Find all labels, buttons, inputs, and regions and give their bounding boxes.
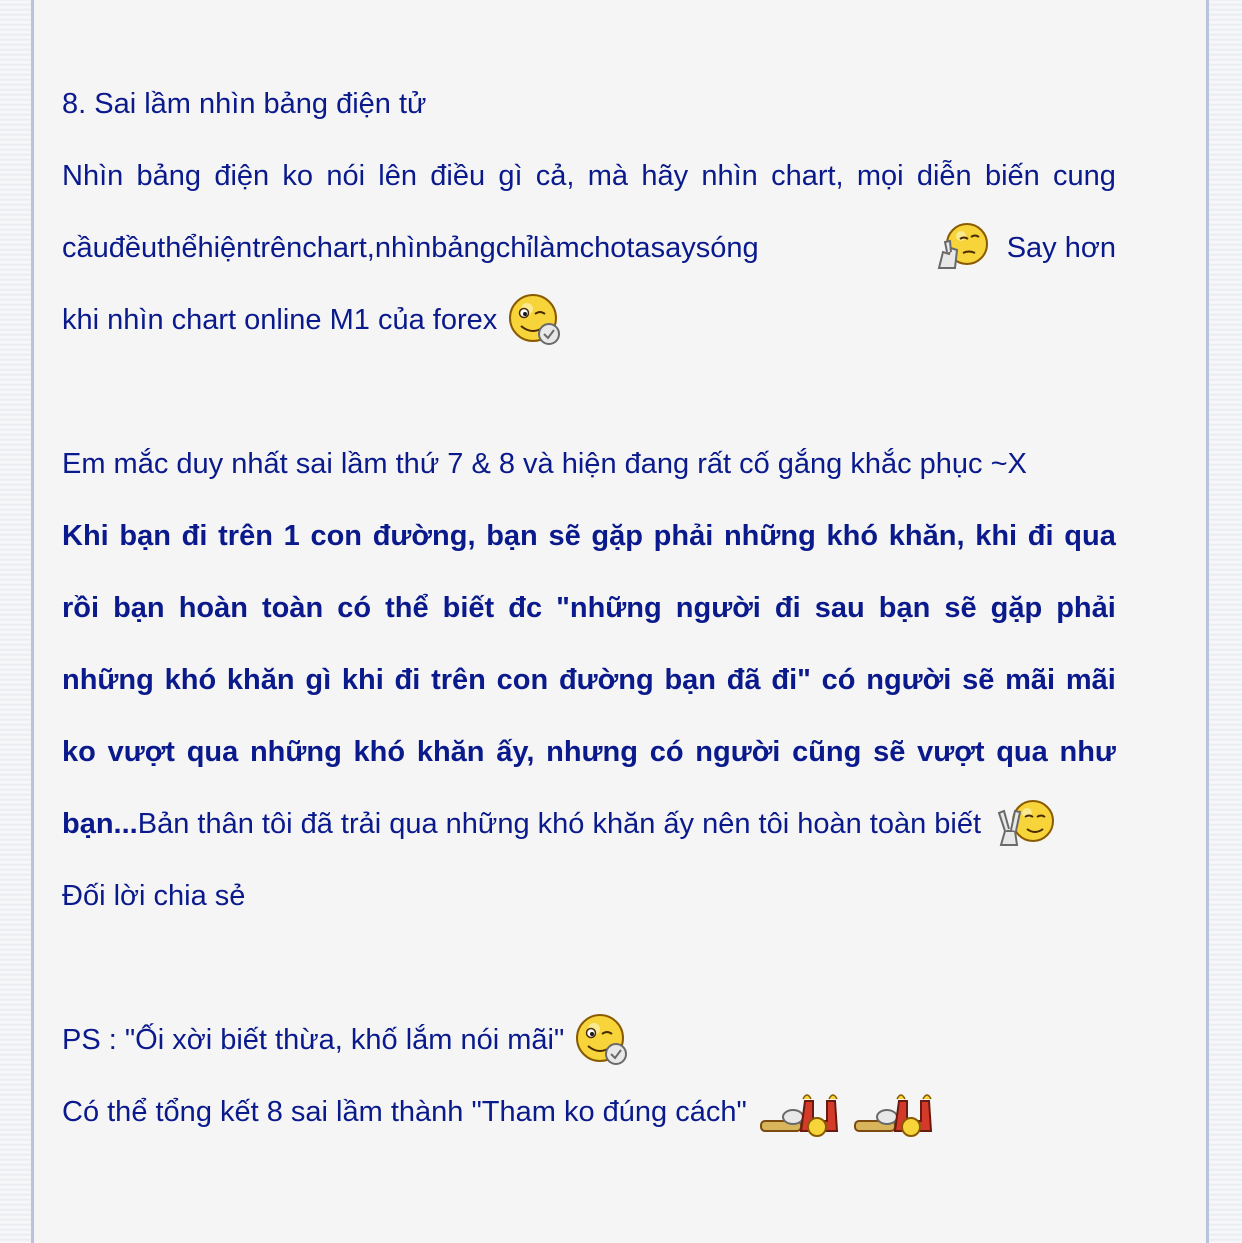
word: qua <box>186 736 239 768</box>
victory-smiley-icon <box>993 799 1057 849</box>
word: những <box>723 520 816 552</box>
word: sẽ <box>944 592 977 624</box>
para1-line3 <box>62 284 1116 356</box>
ps-text: PS : "Ối xời biết thừa, khố lắm nói mãi" <box>62 1024 565 1056</box>
word: điện <box>214 160 270 192</box>
word: làm <box>532 232 580 264</box>
word: khi <box>341 664 384 696</box>
word: sau <box>814 592 865 624</box>
word: bạn <box>486 520 538 552</box>
word: cầu <box>62 232 109 264</box>
word: bạn <box>878 592 931 624</box>
word: nhìn <box>374 232 432 264</box>
quote-line3 <box>62 644 1116 716</box>
word: khó <box>826 520 879 552</box>
word: Khi <box>62 520 109 552</box>
summary-line <box>62 1076 1116 1148</box>
word: đi <box>394 664 421 696</box>
quote-line5-bold: bạn... <box>62 808 138 840</box>
word: có <box>821 664 856 696</box>
summary-text: Có thể tổng kết 8 sai lầm thành "Tham ko đúng cách" <box>62 1096 747 1128</box>
word: nhưng <box>546 736 638 768</box>
word: sẽ <box>548 520 581 552</box>
word: cả, <box>535 160 575 192</box>
word: bạn <box>664 664 717 696</box>
word: ấy, <box>496 736 535 768</box>
word: thể <box>385 592 429 624</box>
word: điều <box>430 160 486 192</box>
word: con <box>496 664 549 696</box>
word: cũng <box>792 736 862 768</box>
word: trên <box>431 664 486 696</box>
word: nhìn <box>701 160 758 192</box>
word: những <box>62 664 154 696</box>
word: biết <box>442 592 495 624</box>
word: đi <box>1027 520 1054 552</box>
word: chart, <box>771 160 844 192</box>
word: bảng <box>431 232 496 264</box>
kowtow-icon <box>757 1087 845 1137</box>
kowtow-icon <box>851 1087 939 1137</box>
word: đều <box>108 232 158 264</box>
word: gì <box>305 664 332 696</box>
heading-text: 8. Sai lầm nhìn bảng điện tử <box>62 88 427 120</box>
word: qua <box>996 736 1048 768</box>
word: thể <box>157 232 198 264</box>
para1-line2-after: Say hơn <box>1006 232 1116 264</box>
word: chỉ <box>495 232 533 264</box>
word: vượt <box>917 736 985 768</box>
word: say <box>650 232 696 264</box>
word: trên <box>218 520 273 552</box>
word: khăn <box>226 664 295 696</box>
word: phải <box>653 520 714 552</box>
thanks-text: Đối lời chia sẻ <box>62 880 246 912</box>
word: lên <box>378 160 417 192</box>
word: 1 <box>283 520 300 552</box>
word: toàn <box>262 592 324 624</box>
word: sóng <box>695 232 759 264</box>
word: đi <box>181 520 208 552</box>
word: những <box>249 736 342 768</box>
word: ko <box>282 160 314 192</box>
word: vượt <box>107 736 175 768</box>
word: rồi <box>62 592 100 624</box>
word: bảng <box>136 160 202 192</box>
word: Nhìn <box>62 160 124 192</box>
para1-line2-words <box>62 212 915 284</box>
word: mà <box>587 160 629 192</box>
word: sẽ <box>873 736 906 768</box>
word: diễn <box>916 160 972 192</box>
word: ko <box>62 736 96 768</box>
word: khó <box>164 664 217 696</box>
word: đã <box>726 664 761 696</box>
word: qua <box>1064 520 1116 552</box>
word: người <box>695 736 781 768</box>
word: ta <box>626 232 651 264</box>
word: khó <box>353 736 406 768</box>
blinking-smiley-icon <box>574 1012 632 1068</box>
word: hãy <box>641 160 689 192</box>
word: nói <box>326 160 366 192</box>
word: khi <box>975 520 1018 552</box>
para1-line1 <box>62 140 1116 212</box>
word: mãi <box>1065 664 1116 696</box>
blinking-smiley-icon <box>507 292 565 348</box>
word: mãi <box>1005 664 1056 696</box>
word: đc <box>508 592 543 624</box>
word: hoàn <box>178 592 248 624</box>
quote-line5-rest: Bản thân tôi đã trải qua những khó khăn ấy nên tôi hoàn toàn biết <box>137 808 982 840</box>
para1-line2 <box>62 212 1116 284</box>
word: như <box>1059 736 1116 768</box>
word: phải <box>1056 592 1116 624</box>
word: cung <box>1053 160 1116 192</box>
thanks-line <box>62 860 1116 932</box>
word: trên <box>252 232 303 264</box>
word: bạn <box>119 520 171 552</box>
thinking-smiley-icon <box>933 222 991 274</box>
word: "những <box>556 592 662 624</box>
word: chart, <box>302 232 375 264</box>
word: bạn <box>113 592 165 624</box>
word: con <box>310 520 362 552</box>
word: đường, <box>372 520 476 552</box>
word: có <box>337 592 372 624</box>
quote-line1 <box>62 500 1116 572</box>
para2-text: Em mắc duy nhất sai lầm thứ 7 & 8 và hiện đang rất cố gắng khắc phục ~X <box>62 448 1027 480</box>
word: đi <box>774 592 801 624</box>
word: gì <box>498 160 523 192</box>
quote-line5 <box>62 788 1116 860</box>
word: khăn <box>416 736 485 768</box>
word: biến <box>984 160 1040 192</box>
word: người <box>866 664 952 696</box>
word: gặp <box>591 520 643 552</box>
word: hiện <box>197 232 253 264</box>
word: mọi <box>856 160 904 192</box>
word: gặp <box>990 592 1043 624</box>
word: đường <box>558 664 654 696</box>
para1-line3-text: khi nhìn chart online M1 của forex <box>62 304 498 336</box>
word: người <box>675 592 761 624</box>
word: sẽ <box>962 664 995 696</box>
ps-line <box>62 1004 1116 1076</box>
quote-line2 <box>62 572 1116 644</box>
para2-line <box>62 428 1116 500</box>
word: cho <box>579 232 627 264</box>
word: có <box>649 736 684 768</box>
heading-line <box>62 68 1116 140</box>
word: khăn, <box>888 520 965 552</box>
quote-line4 <box>62 716 1116 788</box>
word: đi" <box>771 664 811 696</box>
